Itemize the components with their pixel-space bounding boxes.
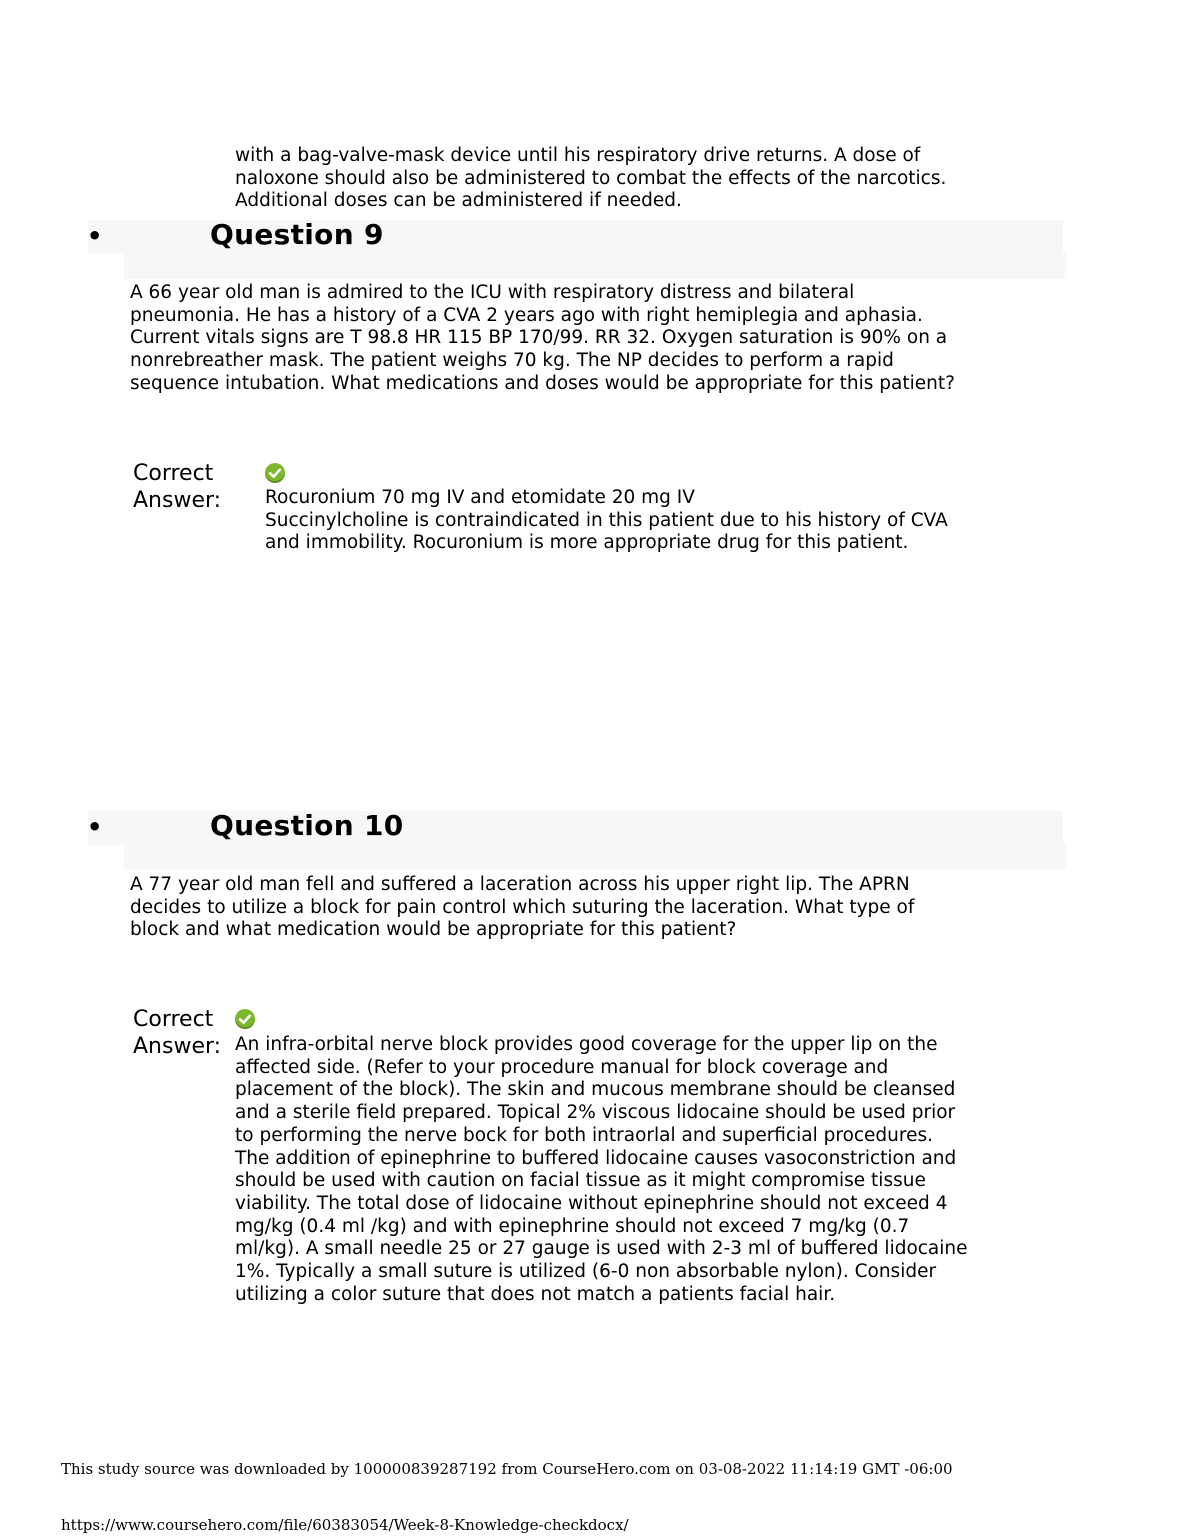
answer-line: utilizing a color suture that does not match a patients facial hair. — [235, 1283, 836, 1305]
feedback-line: with a bag-valve-mask device until his respiratory drive returns. A dose of — [235, 145, 921, 166]
question-10-title: Question 10 — [210, 809, 404, 842]
answer-line: placement of the block). The skin and mucous membrane should be cleansed — [235, 1079, 956, 1101]
answer-line: affected side. (Refer to your procedure manual for block coverage and — [235, 1056, 889, 1078]
answer-line: viability. The total dose of lidocaine without epinephrine should not exceed 4 — [235, 1192, 948, 1214]
question-9-text — [130, 282, 955, 396]
question-10-answer — [235, 1034, 968, 1306]
question-text-line: Current vitals signs are T 98.8 HR 115 BP 170/99. RR 32. Oxygen saturation is 90% on a — [130, 327, 948, 349]
answer-line: The addition of epinephrine to buffered lidocaine causes vasoconstriction and — [235, 1147, 957, 1169]
check-circle-icon — [235, 1009, 255, 1029]
answer-line: should be used with caution on facial tissue as it might compromise tissue — [235, 1170, 926, 1192]
question-10-correct-answer-label — [133, 1006, 221, 1060]
feedback-line: naloxone should also be administered to combat the effects of the narcotics. — [235, 167, 947, 189]
answer-line: Rocuronium 70 mg IV and etomidate 20 mg IV — [265, 487, 695, 508]
answer-line: 1%. Typically a small suture is utilized (6-0 non absorbable nylon). Consider — [235, 1261, 937, 1283]
answer-line: ml/kg). A small needle 25 or 27 gauge is used with 2-3 ml of buffered lidocaine — [235, 1238, 968, 1260]
question-text-line: block and what medication would be appropriate for this patient? — [130, 919, 737, 941]
question-text-line: pneumonia. He has a history of a CVA 2 years ago with right hemiplegia and aphasia. — [130, 304, 923, 326]
label-line: Answer: — [133, 488, 222, 513]
label-line: Correct — [133, 1007, 214, 1032]
footer-url[interactable]: https://www.coursehero.com/file/60383054/Week-8-Knowledge-checkdocx/ — [61, 1516, 629, 1534]
previous-feedback — [235, 145, 946, 213]
question-9-correct-answer-label — [133, 460, 221, 514]
question-9-bullet: • — [87, 222, 103, 250]
answer-line: An infra-orbital nerve block provides good coverage for the upper lip on the — [235, 1034, 938, 1055]
answer-line: and a sterile field prepared. Topical 2% viscous lidocaine should be used prior — [235, 1102, 956, 1124]
answer-line: Succinylcholine is contraindicated in this patient due to his history of CVA — [265, 509, 948, 531]
answer-line: to performing the nerve bock for both intraorlal and superficial procedures. — [235, 1124, 934, 1146]
question-text-line: A 77 year old man fell and suffered a laceration across his upper right lip. The APRN — [130, 874, 910, 895]
question-10-text — [130, 874, 914, 942]
question-10-header-band — [124, 844, 1066, 870]
question-9-header-band — [124, 253, 1066, 279]
answer-line: and immobility. Rocuronium is more appropriate drug for this patient. — [265, 532, 909, 554]
answer-line: mg/kg (0.4 ml /kg) and with epinephrine should not exceed 7 mg/kg (0.7 — [235, 1215, 910, 1237]
question-9-answer — [265, 487, 948, 555]
question-text-line: A 66 year old man is admired to the ICU with respiratory distress and bilateral — [130, 282, 855, 303]
question-10-bullet: • — [87, 813, 103, 841]
question-text-line: decides to utilize a block for pain control which suturing the laceration. What type of — [130, 896, 915, 918]
label-line: Correct — [133, 461, 214, 486]
footer-source-text: This study source was downloaded by 100000839287192 from CourseHero.com on 03-08-2022 11:14:19 GMT -06:00 — [61, 1460, 953, 1478]
question-9-title: Question 9 — [210, 218, 384, 251]
check-circle-icon — [265, 463, 285, 483]
question-text-line: sequence intubation. What medications and doses would be appropriate for this patient? — [130, 372, 955, 394]
question-text-line: nonrebreather mask. The patient weighs 70 kg. The NP decides to perform a rapid — [130, 350, 894, 372]
label-line: Answer: — [133, 1034, 222, 1059]
feedback-line: Additional doses can be administered if needed. — [235, 190, 682, 212]
